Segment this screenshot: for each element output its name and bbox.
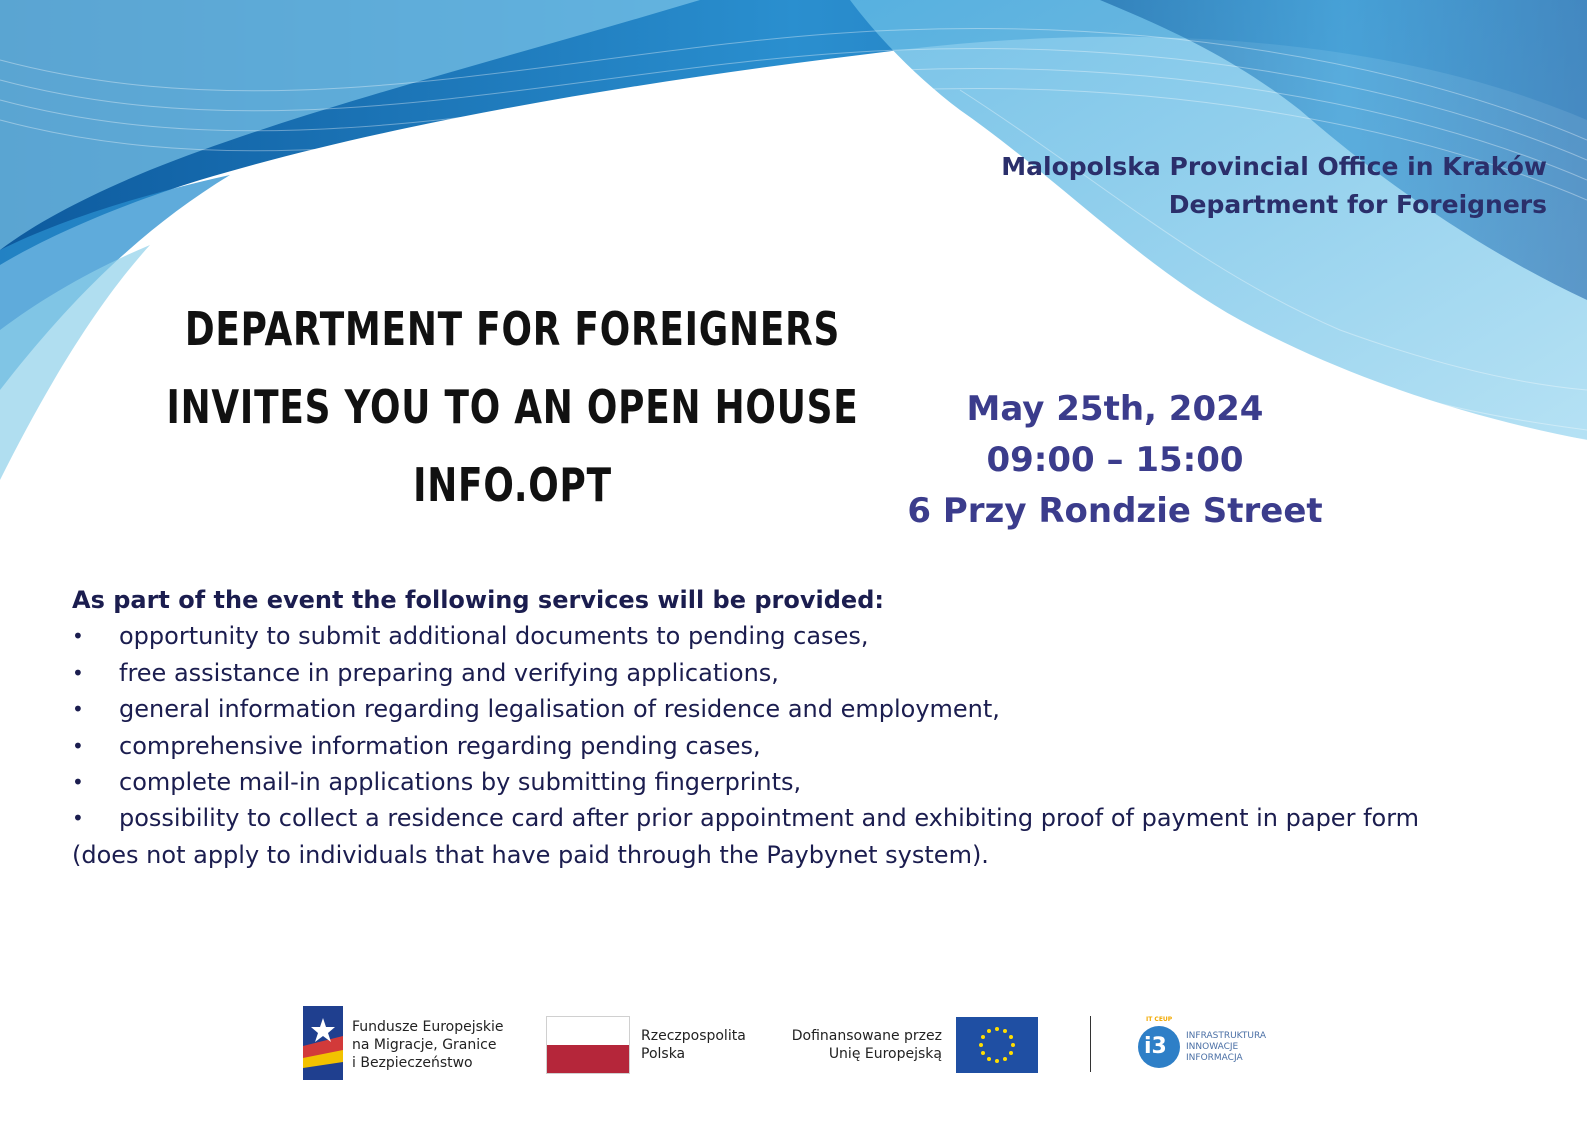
event-date: May 25th, 2024 — [966, 389, 1264, 429]
bullet: • — [72, 770, 84, 795]
event-details — [905, 384, 1325, 537]
eu-funds-label: Fundusze Europejskie na Migracje, Granice i Bezpieczeństwo — [352, 1019, 504, 1071]
event-address: 6 Przy Rondzie Street — [907, 491, 1323, 531]
bullet: • — [72, 697, 84, 722]
bullet: • — [72, 806, 84, 831]
list-item: • complete mail-in applications by submitting fingerprints, — [72, 764, 1532, 800]
office-header — [1001, 148, 1547, 224]
eu-flag-icon — [956, 1017, 1038, 1073]
list-item: • opportunity to submit additional documents to pending cases, — [72, 618, 1532, 654]
i3-logo-icon: IT CEUP i3 — [1136, 1016, 1182, 1070]
bullet: • — [72, 624, 84, 649]
headline — [160, 290, 866, 524]
headline-line-1: DEPARTMENT FOR FOREIGNERS — [184, 302, 841, 356]
bullet: • — [72, 660, 84, 685]
list-item: • general information regarding legalisation of residence and employment, — [72, 691, 1532, 727]
eu-cofinanced-label: Dofinansowane przez Unię Europejską — [791, 1028, 942, 1062]
bullet: • — [72, 733, 84, 758]
eu-funds-logo-icon — [303, 1006, 343, 1080]
footer-logos — [0, 1000, 1587, 1090]
poland-label: Rzeczpospolita Polska — [641, 1028, 746, 1062]
headline-line-2: INVITES YOU TO AN OPEN HOUSE INFO.OPT — [166, 380, 859, 512]
footer-divider — [1090, 1016, 1091, 1072]
event-time: 09:00 – 15:00 — [986, 440, 1244, 480]
services-intro: As part of the event the following services will be provided: — [72, 586, 884, 614]
services-list — [72, 618, 1532, 836]
list-item: • free assistance in preparing and verifying applications, — [72, 655, 1532, 691]
i3-label: INFRASTRUKTURA INNOWACJE INFORMACJA — [1186, 1031, 1266, 1063]
department-name: Department for Foreigners — [1168, 190, 1547, 219]
list-item: • possibility to collect a residence card after prior appointment and exhibiting proof of payment in paper form — [72, 800, 1532, 836]
list-item: • comprehensive information regarding pending cases, — [72, 728, 1532, 764]
polish-flag-icon — [546, 1016, 630, 1074]
office-name: Malopolska Provincial Office in Kraków — [1001, 152, 1547, 181]
services-section — [72, 582, 1532, 873]
services-note: (does not apply to individuals that have paid through the Paybynet system). — [72, 840, 989, 869]
